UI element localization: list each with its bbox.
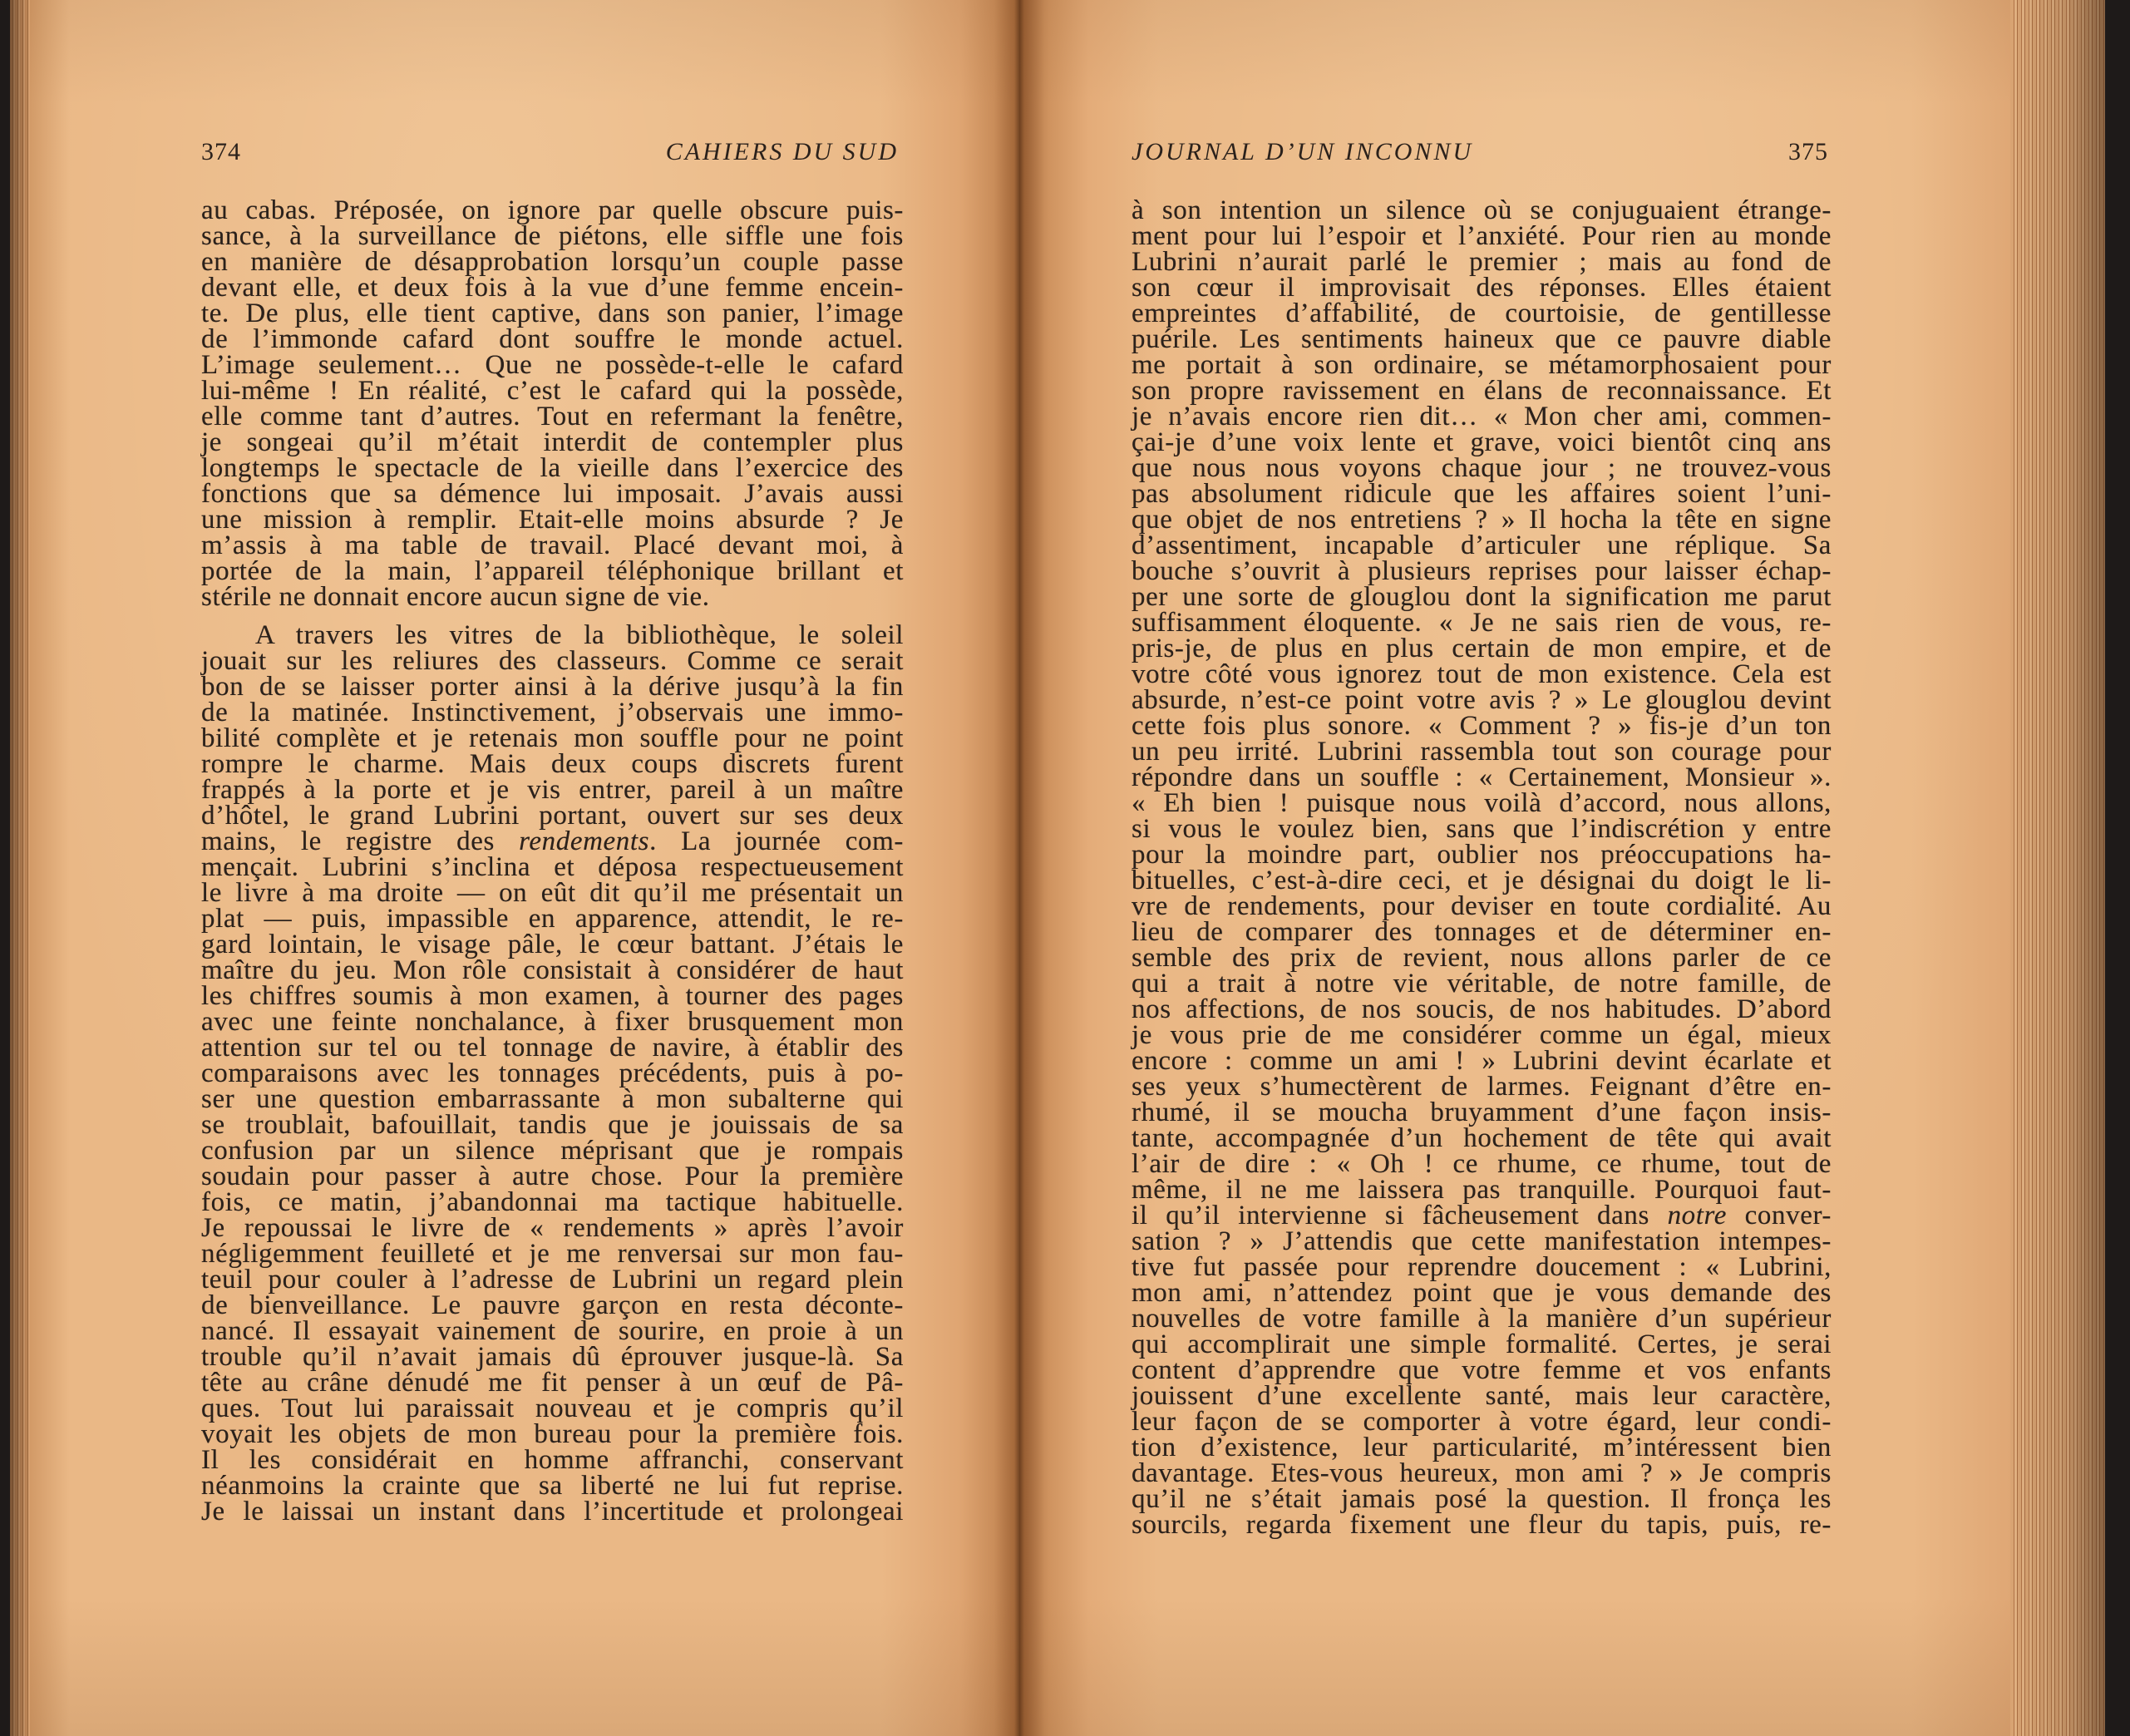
text-segment: mains, le registre des [201,826,520,856]
text-line: portée de la main, l’appareil téléphonique brillant et [201,556,904,586]
text-line: jouissent d’une excellente santé, mais leur caractère, [1132,1381,1832,1411]
text-line: Je le laissai un instant dans l’incertitude et prolongeai [201,1497,904,1526]
text-segment: il qu’il intervienne si fâcheusement dans [1132,1201,1668,1230]
text-line: te. De plus, elle tient captive, dans son panier, l’image [201,298,904,328]
text-line: je n’avais encore rien dit… « Mon cher ami, commen- [1132,402,1832,432]
text-line: son cœur il improvisait des réponses. Elles étaient [1132,273,1832,303]
text-line: que objet de nos entretiens ? » Il hocha la tête en signe [1132,505,1832,535]
text-line: ques. Tout lui paraissait nouveau et je compris qu’il [201,1393,904,1423]
text-line: Il les considérait en homme affranchi, conservant [201,1445,904,1475]
text-line: lui-même ! En réalité, c’est le cafard qui la possède, [201,376,904,406]
text-line: puérile. Les sentiments haineux que ce pauvre diable [1132,324,1832,354]
text-line: frappés à la porte et je vis entrer, pareil à un maître [201,775,904,805]
page-text [1132,195,1832,1540]
text-line: teuil pour couler à l’adresse de Lubrini un regard plein [201,1265,904,1295]
gutter-shadow [994,0,1044,1736]
text-line: fois, ce matin, j’abandonnai ma tactique habituelle. [201,1187,904,1217]
text-line: à son intention un silence où se conjuguaient étrange- [1132,195,1832,225]
text-line: sation ? » J’attendis que cette manifestation intempes- [1132,1226,1832,1256]
text-line: suffisamment éloquente. « Je ne sais rien de vous, re- [1132,608,1832,638]
text-line: tive fut passée pour reprendre doucement : « Lubrini, [1132,1252,1832,1282]
text-line: tête au crâne dénudé me fit penser à un œuf de Pâ- [201,1368,904,1398]
italic-word: notre [1667,1201,1728,1230]
text-line: les chiffres soumis à mon examen, à tourner des pages [201,981,904,1011]
text-line: devant elle, et deux fois à la vue d’une femme encein- [201,273,904,303]
text-line: plat — puis, impassible en apparence, attendit, le re- [201,904,904,934]
text-line: nancé. Il essayait vainement de sourire, en proie à un [201,1316,904,1346]
text-line: même, il ne me laissera pas tranquille. Pourquoi faut- [1132,1175,1832,1205]
text-line: jouait sur les reliures des classeurs. Comme ce serait [201,646,904,676]
text-line: soudain pour passer à autre chose. Pour la première [201,1161,904,1191]
text-line: bouche s’ouvrit à plusieurs reprises pour laisser échap- [1132,556,1832,586]
text-line: bon de se laisser porter ainsi à la dérive jusqu’à la fin [201,672,904,702]
text-line: tante, accompagnée d’un hochement de tête qui avait [1132,1123,1832,1153]
page-header [201,137,904,167]
page-text [201,195,904,1526]
text-line: son propre ravissement en élans de reconnaissance. Et [1132,376,1832,406]
text-line: voyait les objets de mon bureau pour la première fois. [201,1419,904,1449]
running-head: CAHIERS DU SUD [665,138,899,165]
text-line: avec une feinte nonchalance, à fixer brusquement mon [201,1007,904,1037]
text-line: l’air de dire : « Oh ! ce rhume, ce rhume, tout de [1132,1149,1832,1179]
text-line: vre de rendements, pour deviser en toute cordialité. Au [1132,891,1832,921]
text-line: « Eh bien ! puisque nous voilà d’accord, nous allons, [1132,788,1832,818]
text-line: davantage. Etes-vous heureux, mon ami ? » Je compris [1132,1458,1832,1488]
text-line: une mission à remplir. Etait-elle moins absurde ? Je [201,505,904,535]
text-line: ser une question embarrassante à mon subalterne qui [201,1084,904,1114]
text-line: m’assis à ma table de travail. Placé devant moi, à [201,530,904,560]
text-line: Lubrini n’aurait parlé le premier ; mais au fond de [1132,247,1832,277]
running-head: JOURNAL D’UN INCONNU [1132,138,1474,165]
text-line: encore : comme un ami ! » Lubrini devint écarlate et [1132,1046,1832,1076]
paragraph [201,620,904,1526]
page-number: 374 [201,138,241,165]
right-page-edges [2010,0,2105,1736]
text-line: le livre à ma droite — on eût dit qu’il me présentait un [201,878,904,908]
text-line: ses yeux s’humectèrent de larmes. Feignant d’être en- [1132,1072,1832,1102]
left-page-edges [10,0,30,1736]
text-line: empreintes d’affabilité, de courtoisie, de gentillesse [1132,298,1832,328]
text-line: nouvelles de votre famille à la manière d’un supérieur [1132,1304,1832,1334]
text-line: qu’il ne s’était jamais posé la question. Il fronça les [1132,1484,1832,1514]
text-line: leur façon de se comporter à votre égard, leur condi- [1132,1407,1832,1437]
text-line: Je repoussai le livre de « rendements » après l’avoir [201,1213,904,1243]
page-header [1132,137,1832,167]
text-line: çai-je d’une voix lente et grave, voici bientôt cinq ans [1132,427,1832,457]
text-line: absurde, n’est-ce point votre avis ? » Le glouglou devint [1132,685,1832,715]
text-line: au cabas. Préposée, on ignore par quelle obscure puis- [201,195,904,225]
text-line: en manière de désapprobation lorsqu’un couple passe [201,247,904,277]
text-line: rhumé, il se moucha bruyamment d’une façon insis- [1132,1097,1832,1127]
text-line: cette fois plus sonore. « Comment ? » fis-je d’un ton [1132,711,1832,741]
text-line: pour la moindre part, oublier nos préoccupations ha- [1132,840,1832,870]
page-number: 375 [1788,138,1828,165]
text-line: attention sur tel ou tel tonnage de navire, à établir des [201,1033,904,1063]
text-line: rompre le charme. Mais deux coups discrets furent [201,749,904,779]
text-line: fonctions que sa démence lui imposait. J’avais aussi [201,479,904,509]
text-line: trouble qu’il n’avait jamais dû éprouver jusque-là. Sa [201,1342,904,1372]
text-line: pas absolument ridicule que les affaires soient l’uni- [1132,479,1832,509]
text-line: je songeai qu’il m’était interdit de contempler plus [201,427,904,457]
text-line: tion d’existence, leur particularité, m’intéressent bien [1132,1433,1832,1462]
text-line: ment pour lui l’espoir et l’anxiété. Pour rien au monde [1132,221,1832,251]
text-line: sance, à la surveillance de piétons, elle siffle une fois [201,221,904,251]
text-line: je vous prie de me considérer comme un égal, mieux [1132,1020,1832,1050]
text-line: longtemps le spectacle de la vieille dans l’exercice des [201,453,904,483]
text-line: que nous nous voyons chaque jour ; ne trouvez-vous [1132,453,1832,483]
text-line: se troublait, bafouillait, tandis que je jouissais de sa [201,1110,904,1140]
text-line: qui a trait à notre vie véritable, de notre famille, de [1132,969,1832,999]
text-line: bilité complète et je retenais mon souffle pour ne point [201,723,904,753]
text-line: gard lointain, le visage pâle, le cœur battant. J’étais le [201,930,904,959]
text-line: mençait. Lubrini s’inclina et déposa respectueusement [201,852,904,882]
text-line: mon ami, n’attendez point que je vous demande des [1132,1278,1832,1308]
text-line: de bienveillance. Le pauvre garçon en resta déconte- [201,1290,904,1320]
text-line [1132,1203,1832,1229]
text-line: stérile ne donnait encore aucun signe de vie. [201,582,710,612]
text-line: néanmoins la crainte que sa liberté ne lui fut reprise. [201,1471,904,1501]
text-line: d’hôtel, le grand Lubrini portant, ouvert sur ses deux [201,801,904,831]
text-segment: . La journée com- [649,826,904,856]
left-page [30,0,1019,1736]
paragraph [1132,195,1832,1540]
text-line: maître du jeu. Mon rôle consistait à considérer de haut [201,955,904,985]
text-line: qui accomplirait une simple formalité. Certes, je serai [1132,1329,1832,1359]
text-line: elle comme tant d’autres. Tout en refermant la fenêtre, [201,402,904,432]
right-page [1019,0,2010,1736]
paragraph [201,195,904,612]
text-line: négligemment feuilleté et je me renversai sur mon fau- [201,1239,904,1269]
text-line: L’image seulement… Que ne possède-t-elle le cafard [201,350,904,380]
text-line: sourcils, regarda fixement une fleur du tapis, puis, re- [1132,1510,1832,1540]
text-line: nos affections, de nos soucis, de nos habitudes. D’abord [1132,994,1832,1024]
text-line: un peu irrité. Lubrini rassembla tout son courage pour [1132,737,1832,767]
italic-word: rendements [519,826,650,856]
text-line: de l’immonde cafard dont souffre le monde actuel. [201,324,904,354]
text-line: si vous le voulez bien, sans que l’indiscrétion y entre [1132,814,1832,844]
text-segment: conver- [1727,1201,1832,1230]
text-line: content d’apprendre que votre femme et vos enfants [1132,1355,1832,1385]
text-line: semble des prix de revient, nous allons parler de ce [1132,943,1832,973]
text-line: pris-je, de plus en plus certain de mon empire, et de [1132,634,1832,663]
text-line: comparaisons avec les tonnages précédents, puis à po- [201,1058,904,1088]
text-line: votre côté vous ignorez tout de mon existence. Cela est [1132,659,1832,689]
text-line [201,826,904,856]
text-line: me portait à son ordinaire, se métamorphosaient pour [1132,350,1832,380]
text-line: A travers les vitres de la bibliothèque, le soleil [255,620,904,650]
text-line: d’assentiment, incapable d’articuler une réplique. Sa [1132,530,1832,560]
text-line: lieu de comparer des tonnages et de déterminer en- [1132,917,1832,947]
text-line: per une sorte de glouglou dont la signification me parut [1132,582,1832,612]
text-line: confusion par un silence méprisant que je rompais [201,1136,904,1166]
text-line: de la matinée. Instinctivement, j’observais une immo- [201,698,904,727]
text-line: répondre dans un souffle : « Certainement, Monsieur ». [1132,762,1832,792]
text-line: bituelles, c’est-à-dire ceci, et je désignai du doigt le li- [1132,866,1832,895]
